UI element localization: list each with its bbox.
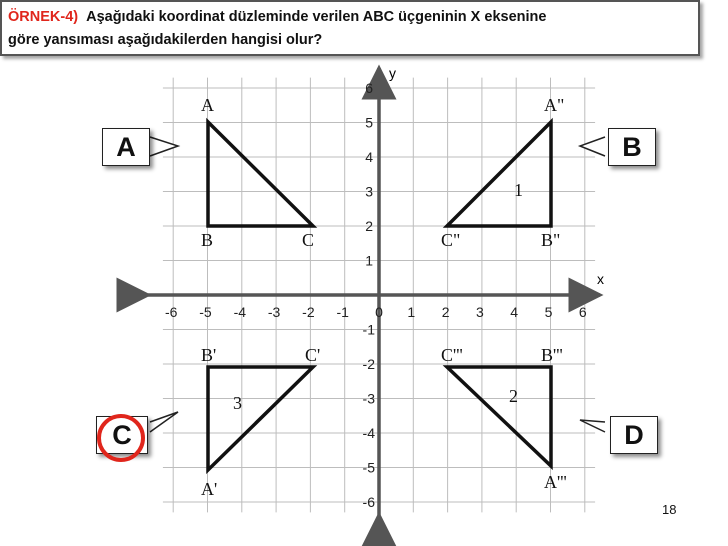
- x-tick-label: -2: [302, 304, 315, 320]
- triangle-number-3: 3: [233, 393, 242, 413]
- vertex-label-b1: B': [201, 345, 217, 365]
- y-tick-label: 1: [365, 252, 373, 269]
- y-tick-label: 5: [365, 114, 373, 131]
- y-tick-label: -2: [362, 356, 375, 372]
- option-d-label: D: [624, 419, 644, 450]
- option-d-callout[interactable]: [610, 416, 658, 454]
- vertex-label-a3: A''': [544, 472, 567, 492]
- question-text-line1: Aşağıdaki koordinat düzleminde verilen ABC üçgeninin X eksenine: [86, 9, 547, 25]
- x-tick-label: 0: [375, 304, 383, 320]
- y-tick-label: 4: [365, 149, 373, 165]
- x-tick-label: 5: [544, 304, 553, 320]
- option-a-label: A: [116, 131, 136, 162]
- y-axis-label: y: [389, 65, 396, 81]
- x-tick-label: 1: [407, 304, 416, 320]
- y-tick-label: 6: [365, 80, 373, 96]
- callout-c-pointer: [150, 412, 178, 432]
- option-a-callout[interactable]: [102, 128, 150, 166]
- triangle-2: [447, 367, 551, 466]
- option-b-label: B: [622, 131, 642, 162]
- vertex-label-c: C: [302, 230, 315, 250]
- triangle-abc: [208, 122, 313, 226]
- x-tick-label: 6: [578, 304, 587, 320]
- x-tick-label: -4: [233, 304, 247, 320]
- y-tick-label: -5: [362, 459, 375, 476]
- callout-a-pointer: [150, 137, 178, 156]
- x-tick-label: -5: [199, 304, 212, 320]
- x-tick-label: -6: [164, 304, 178, 320]
- y-tick-label: 3: [365, 183, 373, 200]
- vertex-label-a: A: [201, 95, 214, 115]
- triangle-number-1: 1: [514, 180, 523, 200]
- triangle-number-2: 2: [509, 386, 518, 406]
- vertex-label-a2: A": [544, 95, 565, 115]
- option-b-callout[interactable]: [608, 128, 656, 166]
- y-tick-label: -4: [362, 425, 375, 441]
- vertex-label-b: B: [201, 230, 214, 250]
- x-tick-label: -3: [267, 304, 281, 320]
- x-axis-label: x: [597, 271, 604, 287]
- triangle-3: [208, 367, 313, 470]
- vertex-label-c3: C''': [441, 345, 463, 365]
- page-number: 18: [662, 502, 677, 517]
- vertex-label-b2: B": [541, 230, 561, 250]
- option-c-callout[interactable]: [96, 416, 148, 454]
- x-tick-label: 4: [510, 304, 519, 320]
- question-text-line2: göre yansıması aşağıdakilerden hangisi olur?: [8, 32, 323, 48]
- question-number: ÖRNEK-4): [8, 9, 79, 25]
- y-tick-label: -1: [362, 321, 375, 338]
- callout-b-pointer: [580, 137, 605, 156]
- vertex-label-c1: C': [305, 345, 321, 365]
- vertex-label-b3: B''': [541, 345, 563, 365]
- vertex-label-c2: C": [441, 230, 461, 250]
- y-tick-label: -3: [362, 390, 375, 407]
- x-tick-label: -1: [336, 304, 349, 320]
- y-tick-label: -6: [362, 494, 375, 510]
- callout-d-pointer: [580, 420, 605, 432]
- triangle-1: [447, 122, 551, 226]
- x-tick-label: 3: [476, 304, 484, 320]
- option-c-label: C: [112, 419, 132, 450]
- y-tick-label: 2: [365, 218, 373, 234]
- vertex-label-a1: A': [201, 479, 218, 499]
- x-tick-label: 2: [441, 304, 450, 320]
